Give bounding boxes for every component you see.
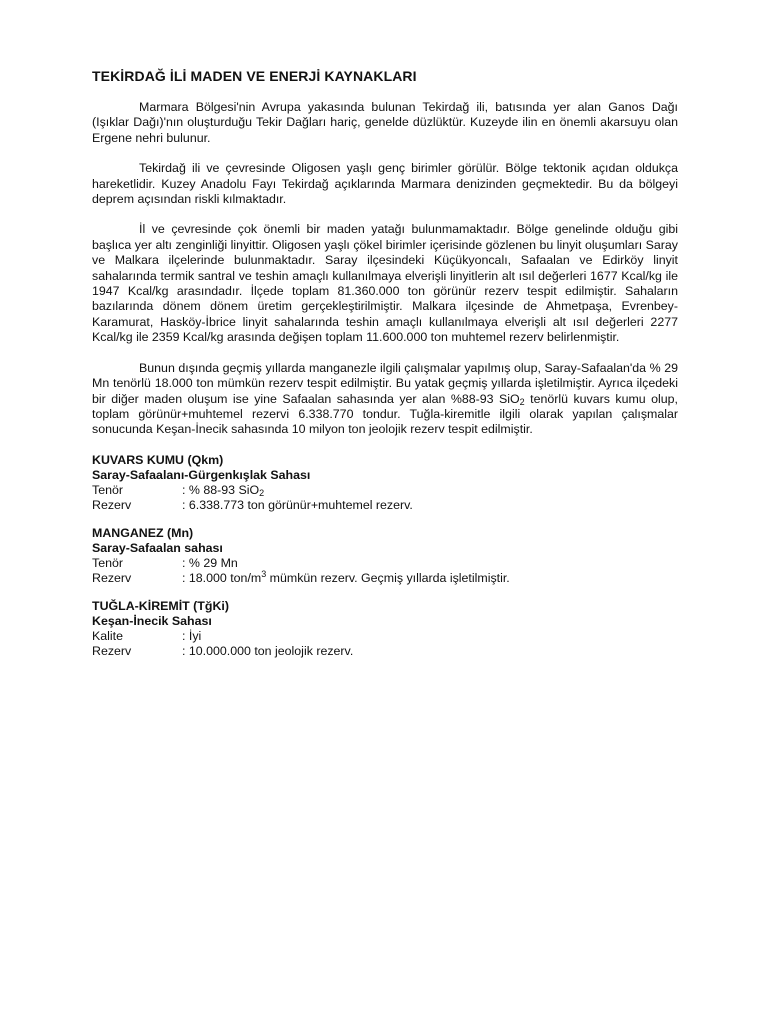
paragraph-1: Marmara Bölgesi'nin Avrupa yakasında bulunan Tekirdağ ili, batısında yer alan Ganos Dağı (Işıklar Dağı)'nın oluşturduğu Tekir Dağları hariç, genelde düzlüktür. Kuzeyde ilin en önemli akarsuyu olan Ergene nehri bulunur. <box>92 100 678 145</box>
tenor-label: Tenör <box>92 482 123 497</box>
document-title: TEKİRDAĞ İLİ MADEN VE ENERJİ KAYNAKLARI <box>92 68 417 84</box>
rezerv-row <box>92 644 678 659</box>
paragraph-2: Tekirdağ ili ve çevresinde Oligosen yaşlı genç birimler görülür. Bölge tektonik açıdan oldukça hareketlidir. Kuzey Anadolu Fayı Tekirdağ açıklarında Marmara denizinden geçmektedir. Bu da bölgeyi deprem açısından riskli kılmaktadır. <box>92 161 678 207</box>
section-tugla-kiremit <box>92 599 678 659</box>
paragraph-4 <box>92 361 678 438</box>
section-subtitle: Keşan-İnecik Sahası <box>92 613 212 628</box>
paragraph-4-part-1: Bunun dışında geçmiş yıllarda manganezle ilgili çalışmalar yapılmış olup, Saray-Safaalan'da % 29 Mn tenörlü 18.000 ton mümkün rezerv tespit edilmiştir. Bu yatak geçmiş yıllarda işletilmiştir. Ayrıca ilçedeki bir diğer maden oluşum ise yine Safaalan sahasında yer alan %88-93 SiO <box>92 360 678 406</box>
rezerv-label: Rezerv <box>92 570 132 585</box>
kalite-value: : İyi <box>182 628 202 643</box>
paragraph-4-part-2: tenörlü kuvars kumu olup, toplam görünür+muhtemel rezervi 6.338.770 tondur. Tuğla-kiremitle ilgili olarak yapılan çalışmalar sonucunda Keşan-İnecik sahasında 10 milyon ton jeolojik rezerv tespit edilmiştir. <box>92 391 678 437</box>
tenor-row <box>92 483 678 498</box>
kalite-label: Kalite <box>92 628 123 643</box>
subscript-2: 2 <box>519 396 525 407</box>
rezerv-row <box>92 568 678 586</box>
section-subtitle: Saray-Safaalanı-Gürgenkışlak Sahası <box>92 467 311 482</box>
section-kuvars-kumu <box>92 453 678 513</box>
rezerv-value: : 18.000 ton/$m^3$ mümkün rezerv. Geçmiş yıllarda işletilmiştir. <box>182 568 510 585</box>
section-manganez <box>92 526 678 586</box>
tenor-row <box>92 556 678 571</box>
section-subtitle: Saray-Safaalan sahası <box>92 540 223 555</box>
kalite-row <box>92 629 678 644</box>
rezerv-value: : 6.338.773 ton görünür+muhtemel rezerv. <box>182 497 413 512</box>
tenor-value: : % 88-93 SiO$_2$ <box>182 482 265 498</box>
tenor-value: : % 29 Mn <box>182 555 238 570</box>
rezerv-label: Rezerv <box>92 497 132 512</box>
section-title: MANGANEZ (Mn) <box>92 525 194 540</box>
paragraph-3: İl ve çevresinde çok önemli bir maden yatağı bulunmamaktadır. Bölge genelinde olduğu gibi başlıca yer altı zenginliği linyittir. Oligosen yaşlı çökel birimler içerisinde gözlenen bu linyit oluşumları Saray ve Malkara ilçelerinde bulunmaktadır. Saray ilçesindeki Küçükyoncalı, Safaalan ve Edirköy linyit sahalarında termik santral ve teshin amaçlı kullanılmaya elverişli linyitlerin alt ısıl değerleri 1677 Kcal/kg ile 1947 Kcal/kg arasındadır. İlçede toplam 81.360.000 ton görünür rezerv tespit edilmiştir. Sahaların bazılarında dönem dönem üretim gerçekleştirilmiştir. Malkara ilçesinde de Ahmetpaşa, Evrenbey-Karamurat, Hasköy-İbrice linyit sahalarında teshin amaçlı kullanılmaya elverişli alt ısıl değerleri 2277 Kcal/kg ile 2359 Kcal/kg arasında değişen toplam 11.600.000 ton muhtemel rezerv belirlenmiştir. <box>92 222 678 345</box>
document-page <box>92 68 678 659</box>
section-title: TUĞLA-KİREMİT (TğKi) <box>92 598 229 613</box>
rezerv-row <box>92 498 678 513</box>
rezerv-label: Rezerv <box>92 643 132 658</box>
section-title: KUVARS KUMU (Qkm) <box>92 452 224 467</box>
rezerv-value: : 10.000.000 ton jeolojik rezerv. <box>182 643 354 658</box>
tenor-label: Tenör <box>92 555 123 570</box>
